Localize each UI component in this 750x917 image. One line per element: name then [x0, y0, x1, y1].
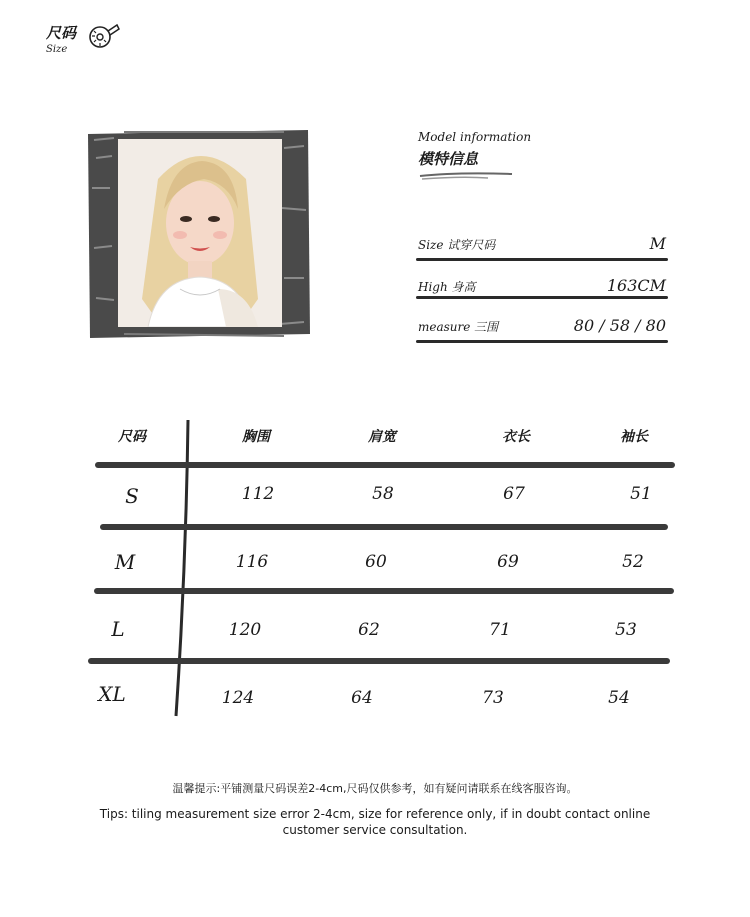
table-cell: 62 — [358, 620, 380, 640]
table-header-line — [95, 462, 675, 468]
col-header-length: 衣长 — [502, 429, 530, 445]
model-measure-row — [418, 318, 668, 346]
table-cell: 112 — [241, 484, 275, 504]
table-cell: 51 — [630, 484, 652, 504]
model-info-title-cn: 模特信息 — [418, 150, 479, 168]
table-cell: 73 — [482, 688, 504, 708]
row-divider — [416, 258, 668, 261]
row-divider — [416, 296, 668, 299]
size-title-en: Size — [46, 44, 68, 55]
table-cell: 64 — [351, 688, 373, 708]
table-cell: 60 — [365, 552, 387, 572]
model-photo — [118, 139, 282, 327]
table-cell: 67 — [503, 484, 525, 504]
col-header-sleeve: 袖长 — [620, 429, 648, 445]
size-cell: L — [111, 617, 125, 641]
tip-text-cn: 温馨提示:平铺测量尺码误差2-4cm,尺码仅供参考，如有疑问请联系在线客服咨询。 — [172, 782, 578, 795]
col-header-shoulder: 肩宽 — [368, 429, 396, 445]
col-header-chest: 胸围 — [242, 429, 270, 445]
size-cell: S — [125, 484, 139, 508]
table-cell: 58 — [372, 484, 394, 504]
model-size-value: M — [649, 234, 666, 253]
model-info-title-en: Model information — [418, 130, 532, 144]
table-cell: 69 — [497, 552, 519, 572]
size-title-cn: 尺码 — [46, 24, 77, 42]
table-cell: 52 — [622, 552, 644, 572]
table-row-line — [94, 588, 674, 594]
table-row-line — [100, 524, 668, 530]
row-divider — [416, 340, 668, 343]
table-cell: 120 — [228, 620, 262, 640]
tape-measure-icon — [86, 22, 120, 50]
table-cell: 53 — [615, 620, 637, 640]
model-size-row — [418, 236, 668, 264]
model-measure-label: measure 三围 — [418, 320, 499, 334]
table-cell: 71 — [489, 620, 511, 640]
size-cell: XL — [98, 682, 126, 706]
size-cell: M — [114, 550, 136, 574]
table-cell: 116 — [235, 552, 269, 572]
model-height-value: 163CM — [606, 276, 666, 295]
table-cell: 54 — [608, 688, 630, 708]
model-height-label: High 身高 — [418, 280, 476, 294]
title-brush-underline — [418, 168, 514, 182]
model-height-row — [418, 278, 668, 306]
table-cell: 124 — [221, 688, 255, 708]
model-size-label: Size 试穿尺码 — [418, 238, 496, 252]
model-measure-value: 80 / 58 / 80 — [573, 316, 666, 335]
tip-text-en: Tips: tiling measurement size error 2-4cm, size for reference only, if in doubt contact online customer service consultation. — [99, 807, 651, 837]
table-row-line — [88, 658, 670, 664]
col-header-size: 尺码 — [118, 429, 146, 445]
